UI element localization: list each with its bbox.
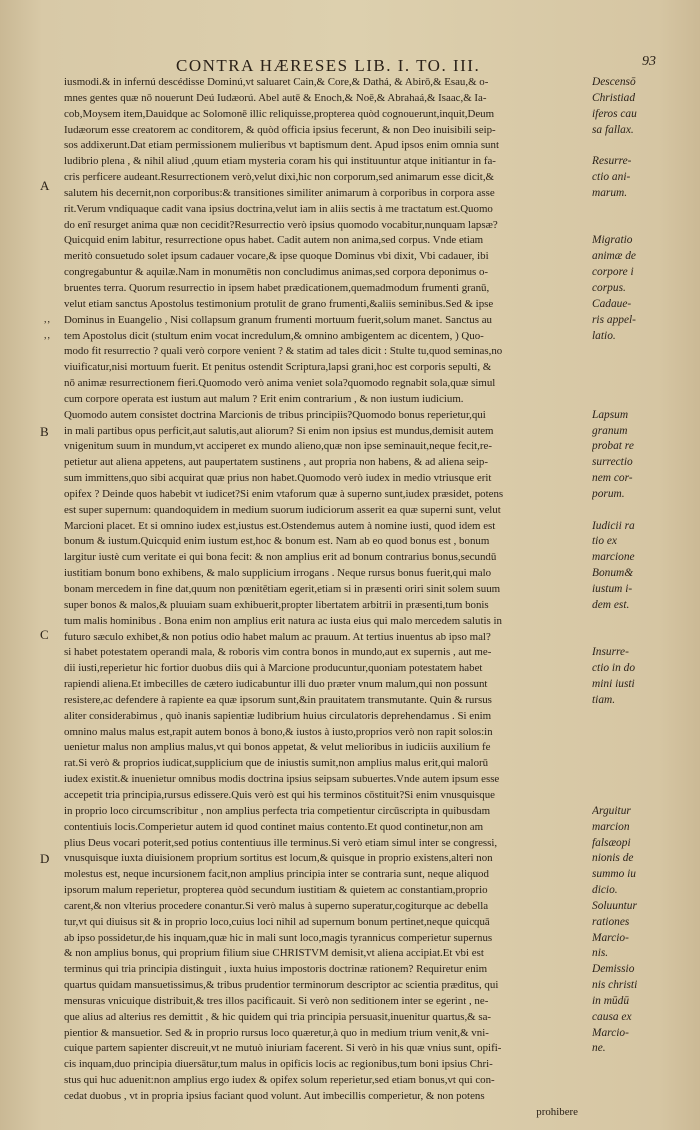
margin-note-line: corpus. bbox=[592, 281, 626, 294]
margin-note-line: granum bbox=[592, 424, 628, 437]
text-line: nō animæ resurrectionem fieri.Quomodo verò anima veniet sola?quomodo regnabit sola,quæ simul bbox=[64, 377, 496, 390]
margin-note-line: Iudicii ra bbox=[592, 519, 635, 532]
margin-note-line: Marcio- bbox=[592, 1026, 629, 1039]
margin-note-line: Arguitur bbox=[592, 804, 631, 817]
marginal-notes-column bbox=[592, 75, 692, 1057]
margin-note-line bbox=[592, 772, 692, 788]
margin-note-line: tiam. bbox=[592, 693, 616, 706]
text-line: terminus qui tria principia distinguit , iuxta huius impostoris doctrinæ rationem? Requiretur enim bbox=[64, 963, 488, 976]
margin-note-line: latio. bbox=[592, 329, 616, 342]
margin-note-line: iustum i- bbox=[592, 583, 633, 595]
text-line: bruentes terra. Quorum resurrectio in ipsem habet prædicationem,quemadmodum frumenti granū, bbox=[64, 281, 490, 294]
text-line: salutem his decernit,non corporibus:& transitiones similiter animarum à corporibus in corpora asse bbox=[64, 186, 495, 199]
margin-note-line: surrectio bbox=[592, 456, 633, 469]
margin-note-line bbox=[592, 218, 692, 234]
margin-note-line: Marcio- bbox=[592, 931, 629, 944]
text-line: modo fit resurrectio ? quali verò corpore venient ? & statim ad tales dicit : Stulte tu,quod seminas,no bbox=[64, 345, 503, 358]
text-line: molestus est, neque incursionem facit,non amplius principia inter se contraria sunt, neque aliquod bbox=[64, 868, 489, 881]
margin-note-line: mini iusti bbox=[592, 678, 635, 691]
margin-note-line bbox=[592, 202, 692, 218]
margin-note-line bbox=[592, 788, 692, 804]
margin-note-line: Lapsum bbox=[592, 408, 629, 421]
text-line: ab ipso possidetur,de his inquam,quæ hic in mali sunt loco,magis tyrannicus comperietur supernus bbox=[64, 931, 493, 944]
text-line: in proprio loco circumscribitur , non amplius perfecta tria competientur circūscripta in quibusdam bbox=[64, 804, 491, 817]
text-line: tem Apostolus dicit (stultum enim vocat incredulum,& omnino ambigentem ac dicentem, ) Quo- bbox=[64, 329, 484, 342]
margin-note-line: ctio ani- bbox=[592, 171, 631, 184]
margin-note-line: animæ de bbox=[592, 250, 636, 263]
text-line: rapiendi aliena.Et imbecilles de cætero iudicabuntur illi duo præter vnum malum,qui non possunt bbox=[64, 678, 488, 691]
text-line: cis inquam,duo principia diuersātur,tum malus in opificis locis ac regionibus,tum boni ipsius Chri- bbox=[64, 1058, 493, 1071]
margin-note-line bbox=[592, 392, 692, 408]
margin-note-line: nis. bbox=[592, 947, 609, 960]
page-number: 93 bbox=[642, 54, 656, 69]
margin-note-line: Resurre- bbox=[592, 155, 632, 168]
margin-note-line: Migratio bbox=[592, 234, 633, 247]
catchword: prohibere bbox=[536, 1105, 578, 1118]
quotation-mark: ,, bbox=[44, 314, 51, 325]
margin-note-line: falsæopi bbox=[592, 836, 631, 849]
text-line: rat.Si verò & proprios iudicat,supplicium que de iniustis sumit,non amplius malus erit,qui malorū bbox=[64, 757, 489, 770]
text-line: Quomodo autem consistet doctrina Marcionis de tribus principiis?Quomodo bonus reperietur,qui bbox=[64, 408, 486, 421]
section-letter-b: B bbox=[40, 424, 49, 439]
margin-note-line: sa fallax. bbox=[592, 123, 634, 136]
margin-note-line: nem cor- bbox=[592, 472, 633, 485]
margin-note-line bbox=[592, 709, 692, 725]
text-line: cris perficere audeant.Resurrectionem verò,velut dixi,hic non corporum,sed animarum esse dicit,& bbox=[64, 171, 495, 184]
text-line: rit.Verum vndiquaque cadit vana ipsius doctrina,velut iam in aliis sectis à me tractatum est.Quomo bbox=[64, 202, 493, 215]
text-line: cum corpore operata est iustum aut malum ? Erit enim contrarium , & non iustum iudicium. bbox=[64, 392, 464, 405]
text-line: opifex ? Deinde quos habebit vt iudicet?Si enim vtaforum quæ à superno sunt,iudex præsidet, potens bbox=[64, 487, 504, 500]
text-line: Iudæorum esse creatorem ac conditorem, & quòd officia ipsius fecerunt, & non Deo inuisibili seip- bbox=[64, 123, 496, 136]
margin-note-line bbox=[592, 725, 692, 741]
text-line: largitur iustè cum veritate ei qui bona fecit: & non amplius erit ad bonum contrarius bonus,secundū bbox=[64, 551, 497, 564]
text-line: mnes gentes quæ nō nouerunt Deú Iudæorú. Abel autē & Enoch,& Noē,& Abrahaá,& Isaac,& Ia- bbox=[64, 91, 487, 104]
text-line: sum immittens,quo sibi acquirat quæ prius non habet.Quomodo verò iudex in medio vtriusque erit bbox=[64, 472, 492, 485]
text-line: in mali partibus opus perficit,aut salutis,aut aliorum? Si enim non ipsius est mundus,demisit autem bbox=[64, 424, 494, 437]
margin-note-line: ris appel- bbox=[592, 313, 636, 326]
text-line: Dominus in Euangelio , Nisi collapsum granum frumenti mortuum fuerit,solum manet. Sanctus au bbox=[64, 313, 492, 326]
text-line: cuique partem sapienter discreuit,vt ne mutuò iniuriam facerent. Si verò in his quæ vnius sunt, opifi- bbox=[64, 1042, 502, 1055]
text-line: bonam mercedem in fine dat,quum non pœnitētiam egerit,etiam si in præsenti oriri sinit solem suum bbox=[64, 583, 501, 595]
margin-note-line: causa ex bbox=[592, 1010, 632, 1023]
text-line: quartus quidam mansuetissimus,& tribus prudentior terminorum descriptor ac scientia præditus, qui bbox=[64, 979, 499, 992]
text-line: cedat duobus , vt in propria ipsius faciant quod volunt. Aut imbecillis comperietur, & non potens bbox=[64, 1090, 485, 1102]
text-line: mensuras vnicuique distribuit,& tres illos pacificauit. Si verò non seditionem inter se egerint , ne- bbox=[64, 994, 489, 1007]
text-line: do enī resurget anima quæ non cecidit?Resurrectio verò ipsius quomodo vocabitur,nunquam lapsæ? bbox=[64, 218, 498, 231]
margin-note-line bbox=[592, 360, 692, 376]
text-line: sos addixerunt.Dat etiam permissionem mulieribus vt baptismum dent. Apud ipsos enim omnia sunt bbox=[64, 139, 499, 152]
text-line: plius Deus vocari poterit,sed potius contentiuus ille terminus.Si verò etiam simul inter se congressi, bbox=[64, 836, 498, 849]
margin-note-line: Soluuntur bbox=[592, 899, 637, 912]
margin-note-line: summo iu bbox=[592, 868, 636, 881]
section-letter-d: D bbox=[40, 851, 50, 866]
text-line: Quicquid enim labitur, resurrectione opus habet. Cadit autem non anima,sed corpus. Vnde etiam bbox=[64, 234, 484, 247]
text-line: congregabuntur & aquilæ.Nam in monumētis non concludimus animas,sed corpora deponimus o- bbox=[64, 266, 489, 279]
text-line: iustitiam bonum bono exhibens, & malo supplicium irrogans . Neque rursus bonus fuerit,qui malo bbox=[64, 567, 492, 580]
margin-note-line: corpore i bbox=[592, 266, 634, 279]
text-line: contentiuis locis.Comperietur autem id quod continet maius contento.Et quod continetur,non am bbox=[64, 820, 484, 833]
margin-note-line: marcione bbox=[592, 551, 635, 564]
margin-note-line bbox=[592, 614, 692, 630]
text-line: stus qui huc aduenit:non amplius ergo iudex & opifex solum reperietur,sed etiam bonus,vt qui con- bbox=[64, 1074, 495, 1087]
margin-note-line: Descensō bbox=[592, 76, 636, 88]
margin-note-line: probat re bbox=[592, 440, 634, 453]
margin-note-line: nionis de bbox=[592, 852, 634, 865]
text-line: que alius ad alterius res demittit , & hic quidem qui tria principia persuasit,inuenitur quartus,& sa- bbox=[64, 1010, 492, 1023]
margin-note-line: Bonum& bbox=[592, 567, 634, 580]
margin-note-line bbox=[592, 740, 692, 756]
margin-note-line bbox=[592, 756, 692, 772]
main-text-column bbox=[64, 75, 590, 1121]
text-line: uenietur malus non amplius malus,vt qui bonos appetat, & velut melioribus in iudiciis auxilium fe bbox=[64, 741, 491, 754]
margin-note-line: Insurre- bbox=[592, 646, 629, 659]
text-line: carent,& non vlterius procedere conantur.Si verò malus à superno superatur,cogiturque ac debella bbox=[64, 899, 489, 912]
text-line: si habet potestatem operandi mala, & roboris vim contra bonos in mundo,aut ex supernis , aut me- bbox=[64, 646, 492, 659]
margin-note-line bbox=[592, 503, 692, 519]
quotation-mark: ,, bbox=[44, 330, 51, 341]
text-line: est super supernum: quandoquidem in medium suorum iudiciorum asserit ea quæ superni sunt, velut bbox=[64, 503, 501, 516]
margin-note-line: nis christi bbox=[592, 979, 638, 992]
text-line: & non amplius bonus, qui proprium filium siue CHRISTVM demisit,vt aliena accipiat.Et vbi est bbox=[64, 947, 484, 960]
margin-note-line: rationes bbox=[592, 915, 630, 928]
text-line: pientior & mansuetior. Sed & in proprio rursus loco quæretur,à quo in medium trium venit,& vni- bbox=[64, 1026, 489, 1039]
text-line: futuro sæculo exhibet,& non potius odio habet malum ac prauum. At tertius inuentus ab ipso mal? bbox=[64, 630, 491, 643]
section-letter-c: C bbox=[40, 627, 49, 642]
text-line: resistere,ac defendere à rapiente ea quæ ipsorum sunt,&in prauitatem transmutante. Quin & rursus bbox=[64, 693, 492, 706]
text-line: vnusquisque iuxta diuisionem proprium sortitus est locum,& quisque in proprio existens,alteri non bbox=[64, 852, 493, 865]
margin-note-line: ne. bbox=[592, 1042, 606, 1055]
text-line: tur,vt qui diuisus sit & in proprio loco,cuius loci nihil ad supernum bonum pertinet,neque quicquā bbox=[64, 915, 490, 928]
margin-note-line bbox=[592, 138, 692, 154]
text-line: petietur aut aliena appetens, aut paupertatem sustinens , aut propria non habens, & ad aliena seip- bbox=[64, 456, 488, 469]
text-line: meritò consuetudo solet ipsum cadauer vocare,& ipse quoque Dominus vbi dixit, Vbi cadauer, ibi bbox=[64, 250, 489, 263]
text-line: iudex existit.& inuenietur omnibus modis doctrina ipsius seipsam subuertes.Vnde autem ipsum esse bbox=[64, 773, 500, 786]
margin-note-line bbox=[592, 376, 692, 392]
text-line: ludibrio plena , & nihil aliud ,quum etiam mysteria coram his qui instituuntur atque initiantur in fa- bbox=[64, 155, 496, 168]
text-line: ipsorum malum reperietur, propterea quòd secundum iustitiam & quietem ac constantiam,proprio bbox=[64, 884, 488, 897]
text-line: viuificatur,nisi mortuum fuerit. Et penitus ostendit Scriptura,lapsi grani,hoc est corporis sepulti, & bbox=[64, 361, 492, 374]
text-line: aliter considerabimus , quò inanis sapientiæ ludibrium huius circulatoris deprehendamus . Si enim bbox=[64, 709, 492, 722]
margin-note-line bbox=[592, 344, 692, 360]
margin-note-line: marcion bbox=[592, 820, 630, 833]
text-line: cob,Moysem item,Dauidque ac Solomonē illic reliquisse,propterea quòd cognouerunt,inquit,Deum bbox=[64, 107, 495, 120]
margin-note-line bbox=[592, 630, 692, 646]
text-line: bonum & iustum.Quicquid enim iustum est,hoc & bonum est. Nam ab eo quod bonus est , bonum bbox=[64, 535, 490, 548]
running-head: CONTRA HÆRESES LIB. I. TO. III. bbox=[176, 56, 481, 75]
text-line: Marcioni placet. Et si omnino iudex est,iustus est.Ostendemus autem à nomine iusti, quod idem est bbox=[64, 519, 496, 532]
margin-note-line: Christiad bbox=[592, 91, 636, 104]
margin-note-line: porum. bbox=[592, 487, 625, 500]
margin-note-line: Demissio bbox=[592, 963, 635, 976]
margin-note-line: marum. bbox=[592, 186, 628, 199]
text-line: iusmodi.& in infernú descédisse Dominú,vt saluaret Cain,& Core,& Dathá, & Abirō,& Esau,& o- bbox=[64, 76, 489, 88]
margin-note-line: dicio. bbox=[592, 884, 618, 897]
text-line: vnigenitum suum in mundum,vt acciperet ex mundo alieno,quæ non ipse seminauit,neque fecit,re- bbox=[64, 440, 492, 453]
margin-note-line: dem est. bbox=[592, 598, 630, 611]
margin-note-line: ctio in do bbox=[592, 662, 636, 675]
text-line: super bonos & malos,& pluuiam suam exhibuerit,propter libertatem arbitrii in præsenti,tum bonis bbox=[64, 598, 489, 611]
margin-note-line: Cadaue- bbox=[592, 297, 632, 310]
text-line: velut etiam sanctus Apostolus testimonium protulit de grano frumenti,&aliis seminibus.Sed & ipse bbox=[64, 297, 494, 310]
text-line: tum malis hominibus . Bona enim non amplius erit natura ac iusta eius qui malo mercedem salutis in bbox=[64, 614, 502, 627]
margin-note-line: iferos cau bbox=[592, 107, 637, 120]
section-letter-a: A bbox=[40, 178, 50, 193]
margin-note-line: in mūdū bbox=[592, 994, 630, 1007]
margin-note-line: tio ex bbox=[592, 535, 617, 548]
text-line: accepetit tria principia,rursus edissere.Quis verò est qui his terminos cōstituit?Si enim vnusquisque bbox=[64, 788, 495, 801]
text-line: dii iusti,reperietur hic fortior duobus diis qui à Marcione producuntur,quoniam potestatem habet bbox=[64, 662, 483, 675]
text-line: omnino malus malus est,rapit autem bonos à bono,& iustos à iusto,proprios verò non rapit solos:in bbox=[64, 725, 493, 738]
